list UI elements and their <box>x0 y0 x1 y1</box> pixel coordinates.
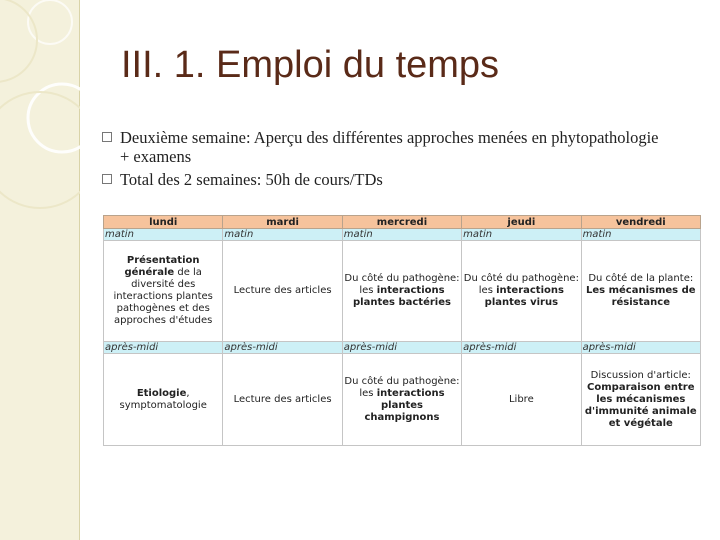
morning-cell-lundi <box>104 241 223 342</box>
decorative-sidebar <box>0 0 80 540</box>
cell-text <box>105 255 221 327</box>
afternoon-label-vendredi: après-midi <box>581 342 700 354</box>
day-header-vendredi: vendredi <box>581 216 700 229</box>
cell-bold-text: Etiologie <box>136 387 187 399</box>
cell-text <box>463 273 579 309</box>
afternoon-label-mardi: après-midi <box>223 342 342 354</box>
cell-rest-text: de la diversité des interactions plantes pathogènes et des approches d'études <box>113 267 213 326</box>
afternoon-label-jeudi: après-midi <box>462 342 581 354</box>
bullet-box-icon <box>102 132 112 142</box>
cell-bold-text: interactions plantes virus <box>484 285 564 308</box>
morning-cell-vendredi <box>581 241 700 342</box>
cell-intro-text: Du côté de la plante: <box>588 273 694 284</box>
bullet-list <box>102 128 662 193</box>
cell-plain-text: Lecture des articles <box>233 393 332 405</box>
morning-cell-mardi <box>223 241 342 342</box>
cell-text <box>224 394 340 406</box>
schedule-table <box>103 215 701 446</box>
bullet-text: Deuxième semaine: Aperçu des différentes approches menées en phytopathologie + examens <box>120 128 659 166</box>
morning-label-mardi: matin <box>223 229 342 241</box>
morning-label-lundi: matin <box>104 229 223 241</box>
day-header-jeudi: jeudi <box>462 216 581 229</box>
cell-intro-text: Du côté du pathogène: les <box>463 273 579 296</box>
day-header-lundi: lundi <box>104 216 223 229</box>
cell-plain-text: Libre <box>508 393 534 405</box>
afternoon-label-lundi: après-midi <box>104 342 223 354</box>
page-title: III. 1. Emploi du temps <box>121 44 500 86</box>
bullet-item <box>102 128 662 166</box>
afternoon-label-mercredi: après-midi <box>342 342 461 354</box>
morning-cell-jeudi <box>462 241 581 342</box>
cell-text <box>105 388 221 412</box>
cell-bold-text: Les mécanismes de résistance <box>586 285 696 308</box>
day-header-mercredi: mercredi <box>342 216 461 229</box>
afternoon-cell-mercredi <box>342 354 461 446</box>
cell-text <box>583 370 699 430</box>
cell-intro-text: Discussion d'article: <box>590 369 691 381</box>
cell-text <box>344 376 460 424</box>
cell-rest-text: , symptomatologie <box>119 387 207 411</box>
cell-intro-text: Du côté du pathogène: les <box>344 273 460 296</box>
cell-bold-text: Présentation générale <box>124 255 200 278</box>
morning-label-mercredi: matin <box>342 229 461 241</box>
cell-bold-text: interactions plantes bactéries <box>353 285 451 308</box>
afternoon-cell-jeudi <box>462 354 581 446</box>
day-header-row <box>104 216 701 229</box>
morning-cell-mercredi <box>342 241 461 342</box>
bullet-box-icon <box>102 174 112 184</box>
afternoon-label-row <box>104 342 701 354</box>
afternoon-row <box>104 354 701 446</box>
cell-intro-text: Du côté du pathogène: les <box>344 375 460 399</box>
morning-label-vendredi: matin <box>581 229 700 241</box>
cell-plain-text: Lecture des articles <box>233 285 332 296</box>
decorative-rings <box>0 0 80 540</box>
morning-label-jeudi: matin <box>462 229 581 241</box>
afternoon-cell-vendredi <box>581 354 700 446</box>
cell-text <box>583 273 699 309</box>
cell-bold-text: Comparaison entre les mécanismes d'immunité animale et végétale <box>584 381 697 429</box>
morning-row <box>104 241 701 342</box>
morning-label-row <box>104 229 701 241</box>
day-header-mardi: mardi <box>223 216 342 229</box>
cell-text <box>463 394 579 406</box>
cell-text <box>224 285 340 297</box>
cell-text <box>344 273 460 309</box>
afternoon-cell-mardi <box>223 354 342 446</box>
cell-bold-text: interactions plantes champignons <box>364 387 445 423</box>
afternoon-cell-lundi <box>104 354 223 446</box>
bullet-item <box>102 170 662 189</box>
bullet-text: Total des 2 semaines: 50h de cours/TDs <box>120 170 383 189</box>
